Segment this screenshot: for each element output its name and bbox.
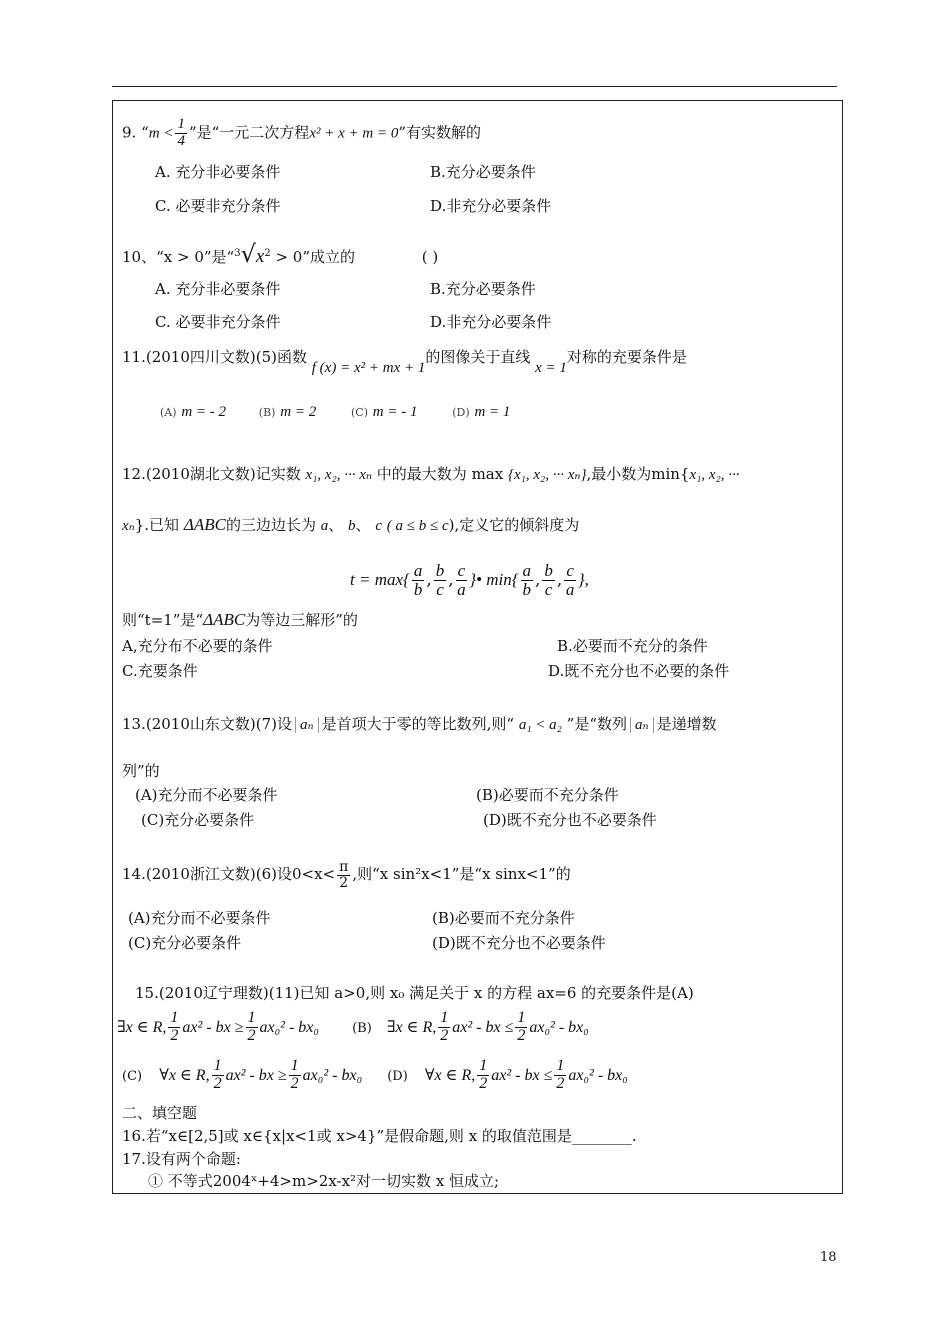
q12-option-c: C.充要条件: [122, 662, 198, 680]
question-11-stem: 11.(2010四川文数)(5)函数 f (x) = x² + mx + 1的图像关于直线 x = 1对称的充要条件是: [122, 348, 687, 376]
section-fill-in-heading: 二、填空题: [122, 1104, 198, 1122]
q9-option-d: D.非充分必要条件: [430, 197, 552, 215]
q12-option-d: D.既不充分也不必要的条件: [548, 662, 730, 680]
q15-options-cd: (C) ∀x ∈ R, $\frac{1}{2}$ ax² - bx ≥ $\frac{1}{2}$ ax₀² - bx₀ (D) ∀x ∈ R, $\frac{1}{2}$ ax² - bx ≤ $\frac{1}{2}$ ax₀² - bx₀: [122, 1057, 628, 1092]
q14-option-d: (D)既不充分也不必要条件: [432, 934, 606, 952]
question-12-line2: xₙ}.已知 ΔABC的三边边长为 a、 b、 c ( a ≤ b ≤ c),定义它的倾斜度为: [122, 515, 580, 534]
question-16: 16.若“x∈[2,5]或 x∈{x|x<1或 x>4}”是假命题,则 x 的取值范围是________.: [122, 1127, 637, 1145]
q10-option-a: A. 充分非必要条件: [155, 280, 281, 298]
question-13-stem: 13.(2010山东文数)(7)设 aₙ 是首项大于零的等比数列,则“ a₁ < a₂ ”是“数列 aₙ 是递增数: [122, 715, 717, 733]
q9-option-a: A. 充分非必要条件: [155, 163, 281, 181]
q9-option-b: B.充分必要条件: [430, 163, 536, 181]
q14-option-b: (B)必要而不充分条件: [432, 909, 575, 927]
question-10-stem: 10、“x > 0”是“$^3√x^2 > 0$”成立的 ( ): [122, 240, 439, 268]
q10-option-b: B.充分必要条件: [430, 280, 536, 298]
question-9-stem: 9. “m < $\frac{1}{4}$ ”是“一元二次方程x² + x + m = 0”有实数解的: [122, 116, 481, 149]
question-12-line4: 则“t=1”是“ΔABC为等边三解形”的: [122, 610, 358, 629]
question-17: 17.设有两个命题:: [122, 1150, 241, 1168]
q10-option-d: D.非充分必要条件: [430, 313, 552, 331]
q9-option-c: C. 必要非充分条件: [155, 197, 281, 215]
q13-option-b: (B)必要而不充分条件: [476, 786, 619, 804]
question-14-stem: 14.(2010浙江文数)(6)设0<x< $\frac{\pi}{2}$ ,则“x sin²x<1”是“x sinx<1”的: [122, 859, 571, 891]
question-17-item-1: ① 不等式2004ˣ+4>m>2x-x²对一切实数 x 恒成立;: [148, 1172, 500, 1190]
q12-option-b: B.必要而不充分的条件: [557, 637, 708, 655]
q10-option-c: C. 必要非充分条件: [155, 313, 281, 331]
question-12-formula: t = max{ $\frac{a}{b}$ , $\frac{b}{c}$ , $\frac{c}{a}$ }• min{ $\frac{a}{b}$ , $\frac{b}{c}$ , $\frac{c}{a}$ },: [350, 561, 589, 599]
question-15-stem: 15.(2010辽宁理数)(11)已知 a>0,则 x₀ 满足关于 x 的方程 ax=6 的充要条件是(A): [135, 984, 694, 1002]
q13-option-c: (C)充分必要条件: [141, 811, 255, 829]
page-number: 18: [820, 1250, 837, 1265]
header-rule: [112, 86, 837, 87]
q11-options: (A) m = - 2 (B) m = 2 (C) m = - 1 (D) m = 1: [160, 404, 511, 420]
q13-option-d: (D)既不充分也不必要条件: [483, 811, 657, 829]
question-12-stem: 12.(2010湖北文数)记实数 x₁, x₂, ··· xₙ 中的最大数为 max {x₁, x₂, ··· xₙ},最小数为min{x₁, x₂, ···: [122, 465, 740, 483]
q13-option-a: (A)充分而不必要条件: [135, 786, 278, 804]
q15-options-ab: ∃x ∈ R, $\frac{1}{2}$ ax² - bx ≥ $\frac{1}{2}$ ax₀² - bx₀ (B) ∃x ∈ R, $\frac{1}{2}$ ax² - bx ≤ $\frac{1}{2}$ ax₀² - bx₀: [117, 1009, 589, 1044]
q12-option-a: A,充分布不必要的条件: [122, 637, 273, 655]
question-13-line2: 列”的: [122, 762, 160, 780]
q14-option-a: (A)充分而不必要条件: [128, 909, 271, 927]
q14-option-c: (C)充分必要条件: [128, 934, 242, 952]
